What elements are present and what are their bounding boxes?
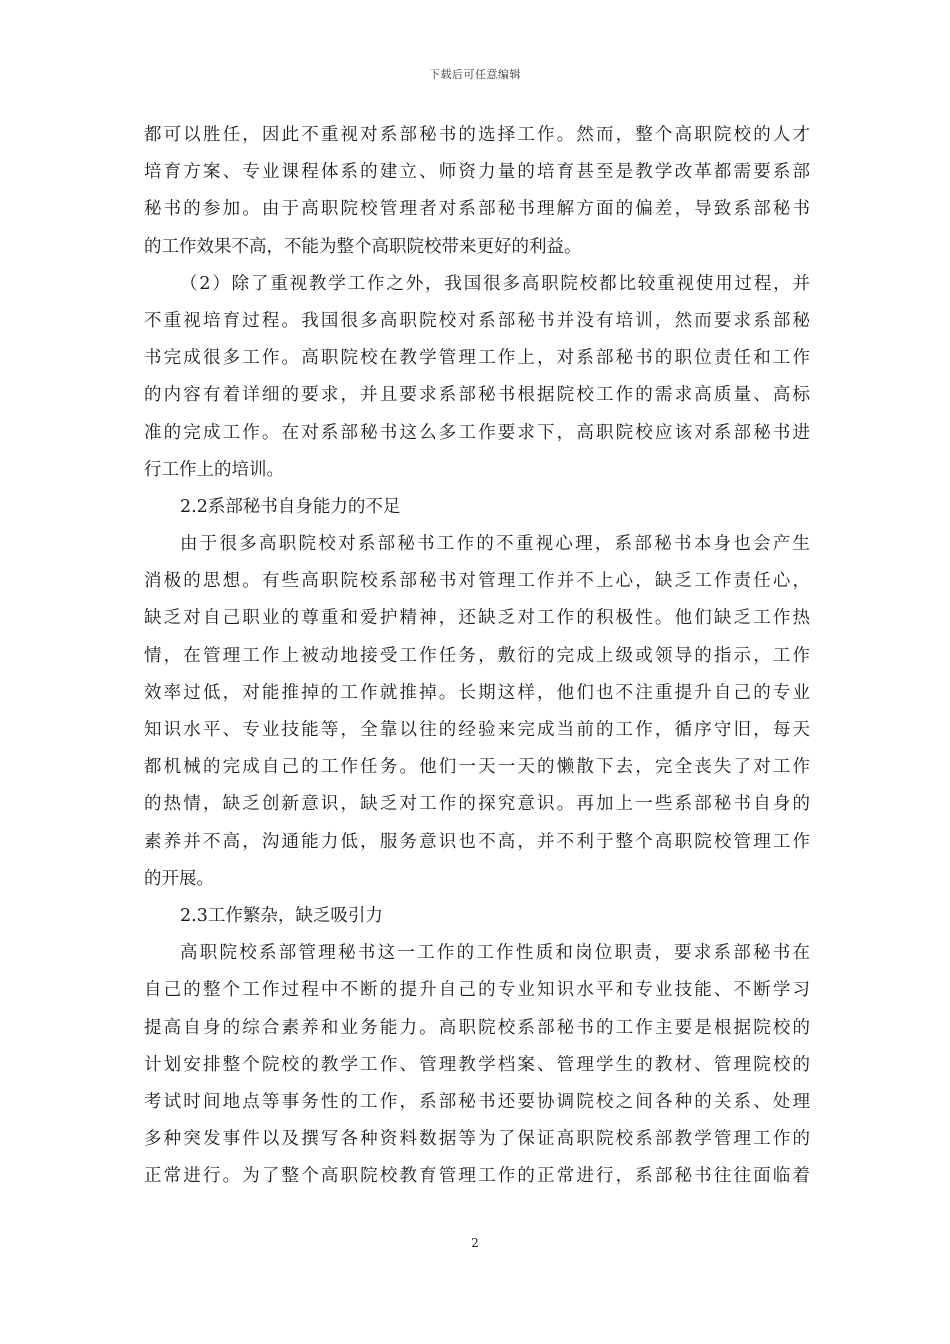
text-line: 由于很多高职院校对系部秘书工作的不重视心理，系部秘书本身也会产生 <box>180 534 810 555</box>
section-heading: 2.3工作繁杂，缺乏吸引力 <box>180 905 383 926</box>
text-line: 的热情，缺乏创新意识，缺乏对工作的探究意识。再加上一些系部秘书自身的 <box>144 794 810 815</box>
text-line: 培育方案、专业课程体系的建立、师资力量的培育甚至是教学改革都需要系部 <box>144 162 810 183</box>
text-line: 自己的整个工作过程中不断的提升自己的专业知识水平和专业技能、不断学习 <box>144 980 810 1001</box>
text-line: 的内容有着详细的要求，并且要求系部秘书根据院校工作的需求高质量、高标 <box>144 385 810 406</box>
text-line: 都可以胜任，因此不重视对系部秘书的选择工作。然而，整个高职院校的人才 <box>144 125 810 145</box>
paragraph <box>144 935 810 1195</box>
text-line: 缺乏对自己职业的尊重和爱护精神，还缺乏对工作的积极性。他们缺乏工作热 <box>144 608 810 629</box>
text-line: 提高自身的综合素养和业务能力。高职院校系部秘书的工作主要是根据院校的 <box>144 1017 810 1038</box>
text-line: 计划安排整个院校的教学工作、管理教学档案、管理学生的教材、管理院校的 <box>144 1054 810 1075</box>
text-line: 都机械的完成自己的工作任务。他们一天一天的懒散下去，完全丧失了对工作 <box>144 757 810 778</box>
document-body <box>144 117 810 1195</box>
text-line: 考试时间地点等事务性的工作，系部秘书还要协调院校之间各种的关系、处理 <box>144 1091 810 1112</box>
text-line: （2）除了重视教学工作之外，我国很多高职院校都比较重视使用过程，并 <box>180 273 810 294</box>
text-line: 高职院校系部管理秘书这一工作的工作性质和岗位职责，要求系部秘书在 <box>180 943 810 964</box>
paragraph <box>144 526 810 898</box>
text-line: 不重视培育过程。我国很多高职院校对系部秘书并没有培训，然而要求系部秘 <box>144 310 810 331</box>
section-heading: 2.2系部秘书自身能力的不足 <box>180 496 401 517</box>
text-line: 知识水平、专业技能等，全靠以往的经验来完成当前的工作，循序守旧，每天 <box>144 720 810 740</box>
paragraph <box>144 117 810 266</box>
text-line: 消极的思想。有些高职院校系部秘书对管理工作并不上心，缺乏工作责任心， <box>144 571 810 592</box>
text-line: 的开展。 <box>144 868 214 889</box>
text-line: 素养并不高，沟通能力低，服务意识也不高，并不利于整个高职院校管理工作 <box>144 831 810 852</box>
text-line: 情，在管理工作上被动地接受工作任务，敷衍的完成上级或领导的指示，工作 <box>144 645 810 666</box>
text-line: 秘书的参加。由于高职院校管理者对系部秘书理解方面的偏差，导致系部秘书 <box>144 199 810 220</box>
page-header: 下载后可任意编辑 <box>429 68 521 81</box>
page-number: 2 <box>471 1236 479 1250</box>
text-line: 准的完成工作。在对系部秘书这么多工作要求下，高职院校应该对系部秘书进 <box>144 422 810 443</box>
text-line: 行工作上的培训。 <box>144 459 284 480</box>
text-line: 书完成很多工作。高职院校在教学管理工作上，对系部秘书的职位责任和工作 <box>144 348 810 369</box>
text-line: 的工作效果不高，不能为整个高职院校带来更好的利益。 <box>144 236 582 257</box>
text-line: 多种突发事件以及撰写各种资料数据等为了保证高职院校系部教学管理工作的 <box>144 1129 810 1150</box>
paragraph <box>144 266 810 489</box>
text-line: 正常进行。为了整个高职院校教育管理工作的正常进行，系部秘书往往面临着 <box>144 1166 810 1187</box>
text-line: 效率过低，对能推掉的工作就推掉。长期这样，他们也不注重提升自己的专业 <box>144 682 810 703</box>
